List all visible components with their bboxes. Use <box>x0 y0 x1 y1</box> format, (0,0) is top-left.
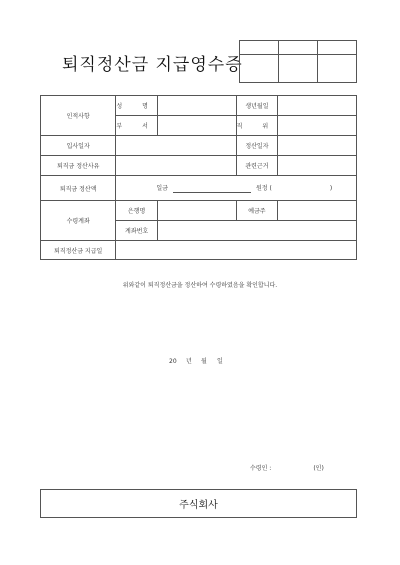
name-field[interactable] <box>157 96 236 116</box>
approval-sign-2[interactable] <box>279 55 318 83</box>
amount-prefix: 일금 <box>156 185 168 193</box>
settle-date-label: 정산일자 <box>236 136 278 156</box>
bank-field[interactable] <box>157 201 236 221</box>
basis-field[interactable] <box>278 156 357 176</box>
personal-info-label: 인적사항 <box>41 96 116 136</box>
pay-date-label: 퇴직정산금 지급일 <box>41 241 116 260</box>
document-title: 퇴직정산금 지급영수증 <box>62 55 243 75</box>
account-number-label: 계좌번호 <box>116 221 158 241</box>
approval-header-2 <box>279 41 318 55</box>
basis-label: 관련근거 <box>236 156 278 176</box>
holder-field[interactable] <box>278 201 357 221</box>
confirmation-statement: 위와같이 퇴직정산금을 정산하여 수령하였음을 확인합니다. <box>122 282 278 289</box>
date-year-label: 년 <box>186 358 192 365</box>
document-date <box>169 356 223 365</box>
settlement-form-table <box>40 95 357 260</box>
join-date-field[interactable] <box>116 136 236 156</box>
join-date-label: 입사일자 <box>41 136 116 156</box>
recipient-seal: (인) <box>313 465 324 472</box>
birth-date-field[interactable] <box>278 96 357 116</box>
department-field[interactable] <box>157 116 236 136</box>
birth-date-label: 생년월일 <box>236 96 278 116</box>
approval-sign-3[interactable] <box>318 55 357 83</box>
department-label: 부 서 <box>116 116 158 136</box>
amount-field[interactable] <box>116 176 357 201</box>
approval-box <box>239 40 357 83</box>
date-year-prefix: 20 <box>169 358 177 365</box>
account-label: 수령계좌 <box>41 201 116 241</box>
bank-label: 은행명 <box>116 201 158 221</box>
recipient-line <box>250 463 324 472</box>
amount-won: 원정 ( <box>255 185 272 193</box>
settle-date-field[interactable] <box>278 136 357 156</box>
approval-sign-1[interactable] <box>240 55 279 83</box>
amount-label: 퇴직금 정산액 <box>41 176 116 201</box>
recipient-label: 수령인 : <box>250 465 272 472</box>
date-day-label: 일 <box>217 358 223 365</box>
name-label: 성 명 <box>116 96 158 116</box>
reason-label: 퇴직금 정산사유 <box>41 156 116 176</box>
approval-header-3 <box>318 41 357 55</box>
pay-date-field[interactable] <box>116 241 357 260</box>
position-label: 직 위 <box>236 116 278 136</box>
reason-field[interactable] <box>116 156 236 176</box>
date-month-label: 월 <box>201 358 207 365</box>
amount-close: ) <box>329 185 333 193</box>
amount-blank[interactable] <box>173 185 251 193</box>
company-name: 주식회사 <box>179 500 218 511</box>
account-number-field[interactable] <box>157 221 356 241</box>
company-name-box <box>40 489 357 518</box>
holder-label: 예금주 <box>236 201 278 221</box>
position-field[interactable] <box>278 116 357 136</box>
approval-header-1 <box>240 41 279 55</box>
